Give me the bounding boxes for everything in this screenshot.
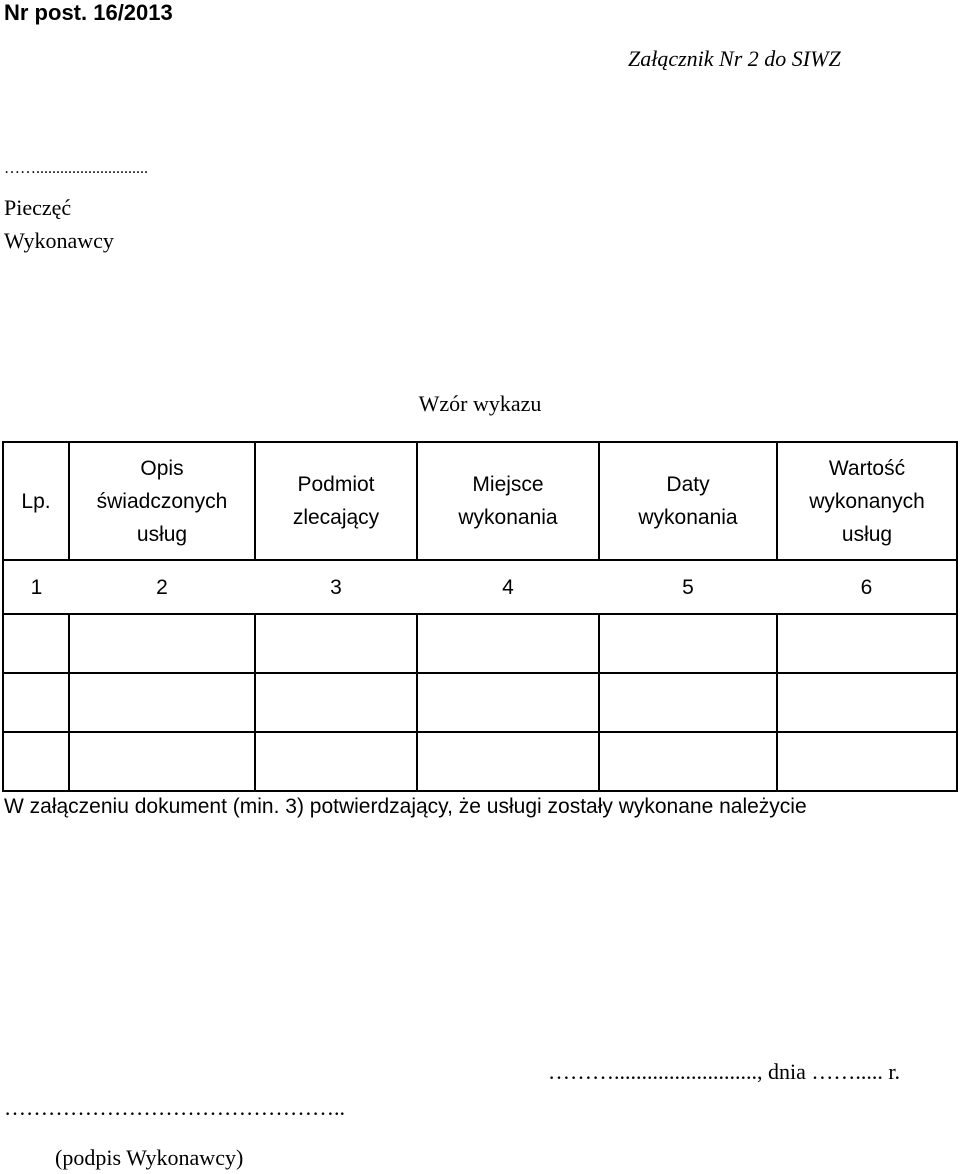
header-lp: Lp.	[3, 442, 69, 560]
table-cell[interactable]	[599, 614, 777, 673]
attachment-label: Załącznik Nr 2 do SIWZ	[628, 46, 841, 71]
table-cell[interactable]	[255, 732, 417, 791]
table-cell[interactable]	[777, 673, 957, 732]
header-place	[417, 442, 599, 560]
attachment-note: W załączeniu dokument (min. 3) potwierdzający, że usługi zostały wykonane należycie	[4, 795, 807, 818]
table-cell[interactable]	[417, 614, 599, 673]
stamp-label-line1: Pieczęć	[4, 195, 72, 220]
column-number: 5	[599, 560, 777, 614]
table-row	[3, 732, 957, 791]
column-number: 2	[69, 560, 255, 614]
table-cell[interactable]	[69, 732, 255, 791]
column-number: 6	[777, 560, 957, 614]
column-number-row	[3, 560, 957, 614]
table-cell[interactable]	[255, 673, 417, 732]
stamp-label-line2: Wykonawcy	[4, 228, 114, 253]
table-cell[interactable]	[3, 673, 69, 732]
header-client-text: Podmiot zlecający	[292, 473, 380, 529]
table-cell[interactable]	[777, 614, 957, 673]
table-title: Wzór wykazu	[418, 391, 542, 416]
table-cell[interactable]	[599, 673, 777, 732]
header-place-text: Miejsce wykonania	[458, 473, 558, 529]
header-dates	[599, 442, 777, 560]
table-cell[interactable]	[417, 673, 599, 732]
table-cell[interactable]	[3, 732, 69, 791]
table-row	[3, 614, 957, 673]
table-cell[interactable]	[599, 732, 777, 791]
place-date-line: ……….........................., dnia ……..... r.	[548, 1059, 900, 1084]
table-row	[3, 673, 957, 732]
table-cell[interactable]	[69, 614, 255, 673]
table-cell[interactable]	[69, 673, 255, 732]
table-cell[interactable]	[417, 732, 599, 791]
header-service-description-text: Opis świadczonych usług	[96, 456, 228, 546]
column-number: 4	[417, 560, 599, 614]
header-client	[255, 442, 417, 560]
services-table	[2, 441, 958, 792]
header-value-text: Wartość wykonanych usług	[809, 456, 925, 546]
table-header-row	[3, 442, 957, 560]
signature-label: (podpis Wykonawcy)	[55, 1145, 244, 1170]
column-number: 3	[255, 560, 417, 614]
header-dates-text: Daty wykonania	[638, 473, 738, 529]
table-cell[interactable]	[255, 614, 417, 673]
column-number: 1	[3, 560, 69, 614]
header-value	[777, 442, 957, 560]
table-cell[interactable]	[777, 732, 957, 791]
table-cell[interactable]	[3, 614, 69, 673]
header-service-description	[69, 442, 255, 560]
document-number: Nr post. 16/2013	[4, 0, 173, 25]
stamp-dotted-line: ……............................	[4, 160, 148, 177]
signature-dotted-line: ………………………………………..	[4, 1095, 345, 1120]
